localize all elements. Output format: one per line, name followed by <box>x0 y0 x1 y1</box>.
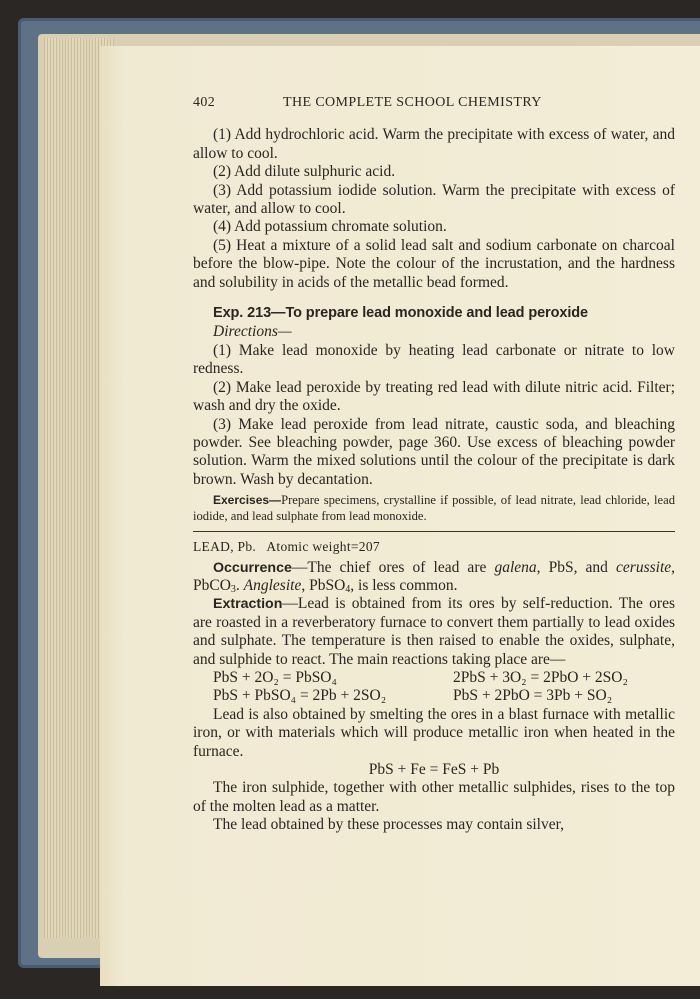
occurrence-text-c: , PbCO <box>193 558 676 594</box>
galena-term: galena <box>494 558 537 576</box>
exercises-label: Exercises— <box>213 493 282 508</box>
subscript-4: 4 <box>345 583 351 595</box>
page-number: 402 <box>193 95 216 110</box>
extraction-label: Extraction <box>213 596 283 613</box>
equation-5: PbS + Fe = FeS + Pb <box>368 761 500 778</box>
occurrence-text-a: —The chief ores of lead are <box>291 558 495 576</box>
equation-4: PbS + 2PbO = 3Pb + SO₂ <box>453 687 613 705</box>
directions-label: Directions— <box>213 323 292 341</box>
equation-1: PbS + 2O₂ = PbSO₄ <box>213 668 337 686</box>
exercises <box>193 493 675 524</box>
occurrence-paragraph <box>193 559 675 596</box>
experiment-title: Exp. 213—To prepare lead monoxide and lead peroxide <box>213 305 588 322</box>
test-step-4: (4) Add potassium chromate solution. <box>213 218 447 236</box>
matte-paragraph: The iron sulphide, together with other metallic sulphides, rises to the top of the molten lead as a matter. <box>193 779 675 815</box>
page-content <box>193 94 675 835</box>
page-header <box>193 94 675 112</box>
test-step-1: (1) Add hydrochloric acid. Warm the precipitate with excess of water, and allow to cool. <box>193 126 675 162</box>
last-line: The lead obtained by these processes may contain silver, <box>213 816 565 834</box>
subscript-3: 3 <box>230 583 236 595</box>
extraction-paragraph <box>193 595 675 669</box>
occurrence-label: Occurrence <box>213 559 292 576</box>
smelting-paragraph: Lead is also obtained by smelting the ores in a blast furnace with metallic iron, or with materials which will produce metallic iron when heated in the furnace. <box>193 705 675 760</box>
test-step-5: (5) Heat a mixture of a solid lead salt and sodium carbonate on charcoal before the blow-pipe. Note the colour of the incrustation, and the hardness and solubility in acids of the metallic bead formed. <box>193 236 675 291</box>
extraction-text: —Lead is obtained from its ores by self-reduction. The ores are roasted in a reverberatory furnace to convert them partially to lead oxides and sulphate. The temperature is then raised to enable the oxides, sulphate, and sulphide to react. The main reactions taking place are— <box>193 595 675 668</box>
section-divider <box>193 531 675 532</box>
occurrence-text-d: . <box>235 576 244 594</box>
running-head: THE COMPLETE SCHOOL CHEMISTRY <box>283 95 542 110</box>
test-step-2: (2) Add dilute sulphuric acid. <box>213 163 396 181</box>
lead-heading: LEAD, Pb. <box>193 539 257 555</box>
occurrence-text-e: , PbSO <box>301 576 346 594</box>
test-step-3: (3) Add potassium iodide solution. Warm the precipitate with excess of water, and allow to cool. <box>193 181 675 218</box>
exercises-text: Prepare specimens, crystalline if possible, of lead nitrate, lead chloride, lead iodide, and lead sulphate from lead monoxide. <box>193 493 675 523</box>
cerussite-term: cerussite <box>616 558 672 576</box>
equation-row-2 <box>193 687 675 705</box>
exp-step-1: (1) Make lead monoxide by heating lead carbonate or nitrate to low redness. <box>193 341 675 378</box>
anglesite-term: Anglesite <box>243 576 302 594</box>
occurrence-text-f: , is less common. <box>350 576 458 594</box>
equation-row-1 <box>193 669 675 687</box>
exp-step-2: (2) Make lead peroxide by treating red lead with dilute nitric acid. Filter; wash and dry the oxide. <box>193 378 675 415</box>
equation-3: PbS + PbSO₄ = 2Pb + 2SO₂ <box>213 687 387 705</box>
exp-step-3: (3) Make lead peroxide from lead nitrate, caustic soda, and bleaching powder. See bleaching powder, page 360. Use excess of bleaching powder solution. Warm the mixed solutions until the colour of the precipitate is dark brown. Wash by decantation. <box>193 415 675 488</box>
occurrence-text-b: , PbS, and <box>536 558 617 576</box>
equation-2: 2PbS + 3O₂ = 2PbO + 2SO₂ <box>453 668 628 686</box>
lead-heading-line <box>193 538 675 556</box>
atomic-weight: Atomic weight=207 <box>266 539 380 555</box>
